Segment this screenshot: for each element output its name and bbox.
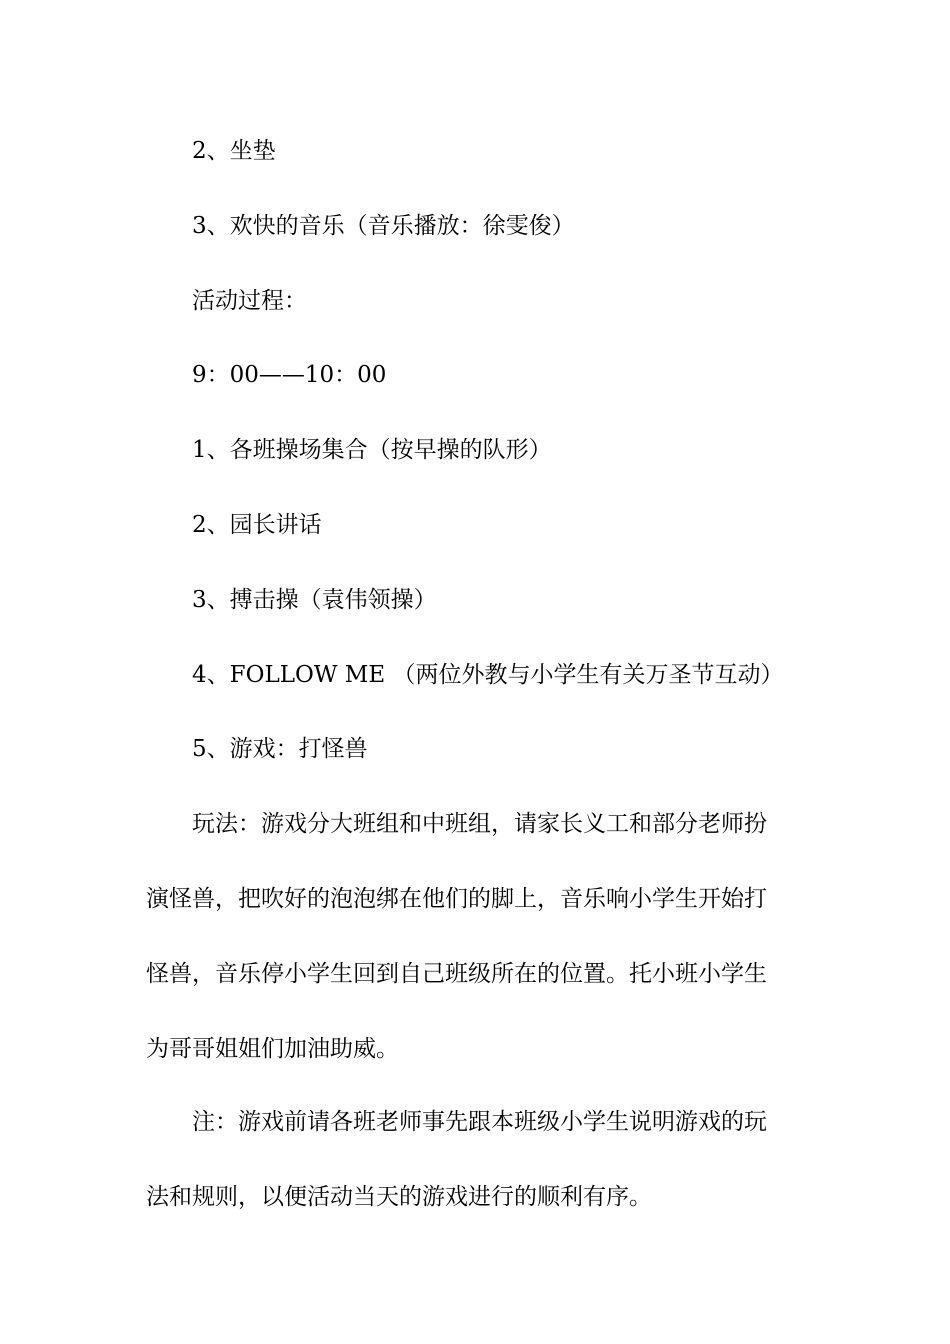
paragraph-line: 法和规则，以便活动当天的游戏进行的顺利有序。 (146, 1184, 652, 1210)
paragraph-note (146, 1107, 810, 1257)
paragraph-line: 演怪兽，把吹好的泡泡绑在他们的脚上，音乐响小学生开始打 (146, 886, 767, 912)
paragraph-play-rules (146, 809, 810, 1109)
list-item-follow-me: 4、FOLLOW ME （两位外教与小学生有关万圣节互动） (192, 662, 784, 688)
paragraph-line: 为哥哥姐姐们加油助威。 (146, 1036, 399, 1062)
list-item-exercise: 3、搏击操（袁伟领操） (192, 587, 437, 613)
list-item-assembly: 1、各班操场集合（按早操的队形） (192, 437, 552, 463)
list-item-game: 5、游戏：打怪兽 (192, 736, 368, 762)
paragraph-line: 注：游戏前请各班老师事先跟本班级小学生说明游戏的玩 (192, 1109, 767, 1135)
paragraph-line: 怪兽，音乐停小学生回到自己班级所在的位置。托小班小学生 (146, 961, 767, 987)
list-item-speech: 2、园长讲话 (192, 512, 322, 538)
list-item-music: 3、欢快的音乐（音乐播放：徐雯俊） (192, 213, 575, 239)
list-item-cushion: 2、坐垫 (192, 138, 276, 164)
paragraph-line: 玩法：游戏分大班组和中班组，请家长义工和部分老师扮 (192, 811, 767, 837)
time-range: 9：00——10：00 (192, 362, 387, 388)
section-heading-process: 活动过程： (192, 288, 307, 314)
